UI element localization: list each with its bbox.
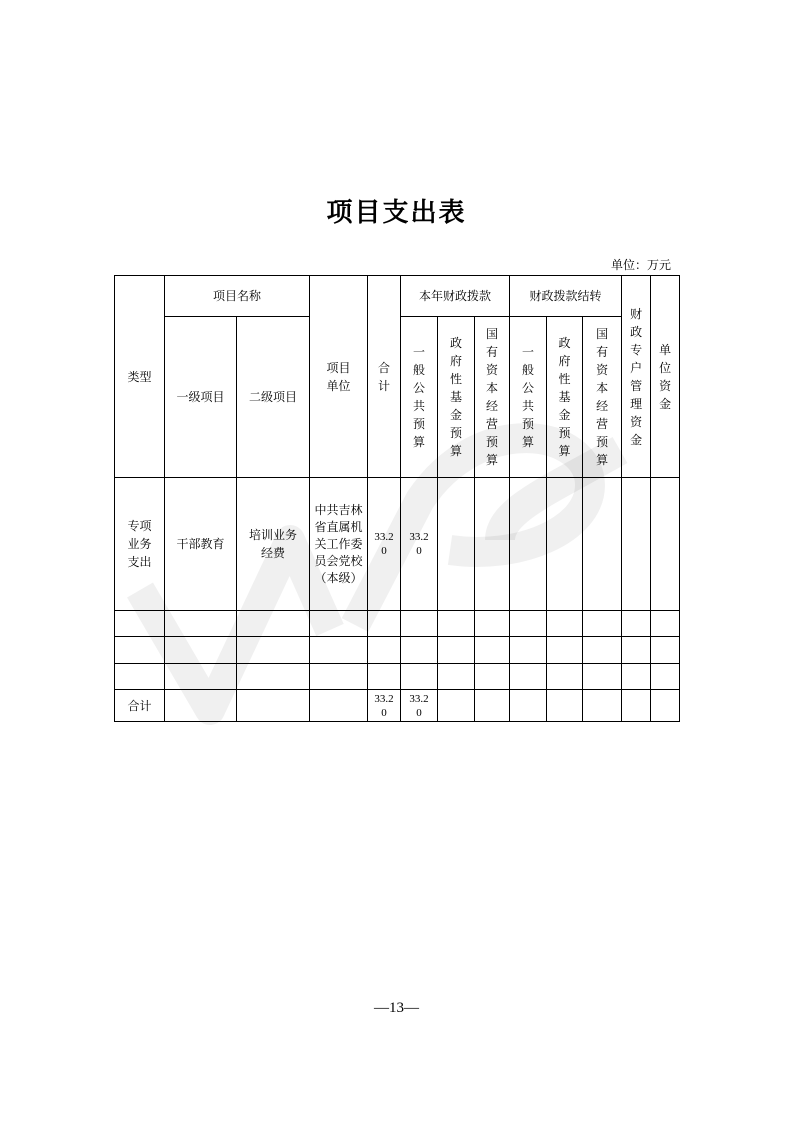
unit-label: 单位：万元 [610,258,671,272]
footer-label: 合计 [115,690,165,722]
row-level2: 培训业务经费 [237,478,310,611]
header-project-name: 项目名称 [165,276,310,317]
header-own-funds: 单位资金 [651,276,680,478]
row-cy-general: 33.20 [401,478,438,611]
footer-total: 33.20 [368,690,401,722]
page-number: —13— [374,1000,419,1016]
header-carryover: 财政拨款结转 [510,276,622,317]
table-row-empty [115,664,680,690]
footer-cy-general: 33.20 [401,690,438,722]
header-current-year: 本年财政拨款 [401,276,510,317]
header-unit: 项目单位 [310,276,368,478]
project-expenditure-table [114,275,680,722]
header-level2: 二级项目 [237,317,310,478]
header-total: 合计 [368,276,401,478]
row-level1: 干部教育 [165,478,237,611]
table-row [115,478,680,611]
table-row-empty [115,637,680,664]
row-unit: 中共吉林省直属机关工作委员会党校（本级） [310,478,368,611]
table-row-empty [115,611,680,637]
header-co-state: 国有资本经营预算 [583,317,622,478]
header-co-fund: 政府性基金预算 [547,317,583,478]
page-title: 项目支出表 [326,198,467,228]
header-cy-fund: 政府性基金预算 [438,317,475,478]
header-cy-state: 国有资本经营预算 [475,317,510,478]
row-total: 33.20 [368,478,401,611]
header-co-general: 一般公共预算 [510,317,547,478]
header-level1: 一级项目 [165,317,237,478]
header-special-account: 财政专户管理资金 [622,276,651,478]
table-footer-row [115,690,680,722]
header-type: 类型 [115,276,165,478]
header-cy-general: 一般公共预算 [401,317,438,478]
row-type: 专项业务支出 [115,478,165,611]
